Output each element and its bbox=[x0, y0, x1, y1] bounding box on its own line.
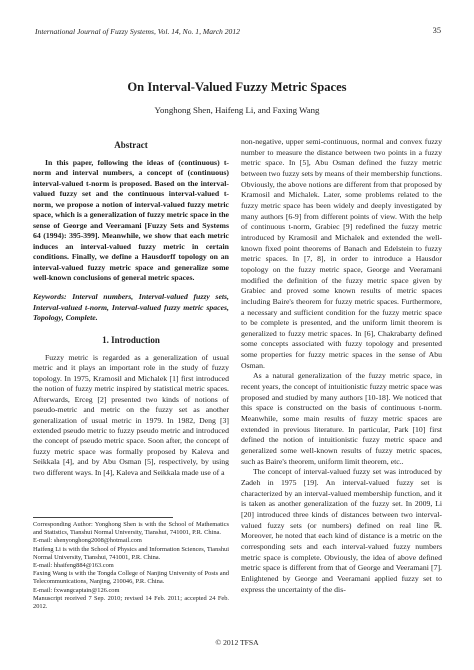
intro-paragraph-2: non-negative, upper semi-continuous, normal and convex fuzzy number to measure the distance between two points in a fuzzy metric space. In [5], Abu Osman defined the fuzzy metric between two fuzzy sets by means of their membership functions. Obviously, the above notions are different from that proposed by Kramosil and Michalek. Later, some problems related to the fuzzy metric space has been widely and deeply investigated by many authors [6-9] from different points of view. With the help of continuous t-norm, Grabiec [9] redefined the fuzzy metric introduced by Kramosil and Michalek and extended the well-known fixed point theorems of Banach and Edelstein to fuzzy metric spaces. In [7, 8], in order to introduce a Hausdor topology on the fuzzy metric space, George and Veeramani modified the definition of the fuzzy metric space given by Grabiec and proved some known results of metric spaces including Baire's theorem for fuzzy metric spaces. Furthermore, a necessary and sufficient condition for the fuzzy metric space to be complete is presented, and the uniform limit theorem is generalized to fuzzy metric spaces. In [6], Chakrabarty defined some concepts associated with fuzzy topology and presented some properties for fuzzy metric spaces in the sense of Abu Osman. bbox=[241, 137, 443, 370]
keywords: Keywords: Interval numbers, Interval-valued fuzzy sets, Interval-valued t-norm, Interval-valued fuzzy metric spaces, Topology, Complete. bbox=[33, 292, 229, 323]
intro-paragraph-1: Fuzzy metric is regarded as a generalization of usual metric and it plays an important role in the study of fuzzy topology. In 1975, Kramosil and Michalek [1] first introduced the notion of fuzzy metric inspired by statistical metric spaces. Afterwards, Erceg [2] presented two kinds of notions of pseudo-metric and metric on the fuzzy set as another generalization of usual metric in 1979. In 1982, Deng [3] extended pseudo metric to fuzzy pseudo metric and introduced the concept of pseudo metric space. Soon after, the concept of fuzzy metric space was formally proposed by Kaleva and Seikkala [4], and by Abu Osman [5], respectively, by using two different ways. In [4], Kaleva and Seikkala made use of a bbox=[33, 352, 229, 477]
copyright-notice: © 2012 TFSA bbox=[215, 638, 259, 647]
intro-paragraph-4: The concept of interval-valued fuzzy set was introduced by Zadeh in 1975 [19]. An interval-valued fuzzy set is characterized by an interval-valued membership function, and it is taken as another generalization of the fuzzy set. In 2009, Li [20] introduced three kinds of distances between two interval-valued fuzzy sets (or numbers) defined on real line ℝ. Moreover, he noted that each kind of distance is a metric on the corresponding sets and each interval-valued fuzzy numbers metric space is complete. Obviously, the idea of above defined metric space is different from that of George and Veeramani [7]. Enlightened by George and Veeramani applied fuzzy set to express the uncertainty of the dis- bbox=[241, 467, 442, 594]
page-number: 35 bbox=[432, 26, 441, 35]
left-column bbox=[33, 140, 229, 478]
footnote-email-3: E-mail: fxwangcaptain@126.com bbox=[33, 586, 120, 594]
footnote-divider bbox=[33, 517, 173, 518]
abstract-text: In this paper, following the ideas of (continuous) t-norm and interval numbers, a concept of (continuous) interval-valued t-norm is proposed. Based on the interval-valued fuzzy set and the continuous interval-valued t-norm, we propose a notion of interval-valued fuzzy metric space, which is a generalization of fuzzy metric space in the sense of George and Veeramani [Fuzzy Sets and Systems 64 (1994): 395-399]. Meanwhile, we show that each metric induces an interval-valued fuzzy metric in certain conditions. Finally, we define a Hausdorff topology on an interval-valued fuzzy metric space and generalize some well-known conclusions of general metric spaces. bbox=[33, 158, 229, 282]
footnote-corresponding-author: Corresponding Author: Yonghong Shen is with the School of Mathematics and Statistics, Tianshui Normal University, Tianshui, 741001, P.R. China. bbox=[33, 521, 229, 537]
section-heading-introduction: 1. Introduction bbox=[102, 334, 160, 345]
footnote-author-3: Faxing Wang is with the Tongda College of Nanjing University of Posts and Telecommunications, Nanjing, 210046, P.R. China. bbox=[33, 570, 229, 586]
footnotes bbox=[33, 521, 229, 611]
footnote-email-2: E-mail: hhaifeng884@163.com bbox=[33, 562, 114, 570]
footnote-email-1: E-mail: shenyonghong2008@hotmail.com bbox=[33, 537, 142, 545]
intro-paragraph-3: As a natural generalization of the fuzzy metric space, in recent years, the concept of intuitionistic fuzzy metric space was proposed and studied by many authors [10-18]. We noticed that this space is constructed on the basis of continuous t-norm. Meanwhile, some main results of fuzzy metric spaces are extended in previous literature. In particular, Park [10] first defined the notion of intuitionistic fuzzy metric space and generalized some well-known results of fuzzy metric spaces, such as Baire's theorem, uniform limit theorem, etc.. bbox=[241, 371, 442, 466]
abstract-heading: Abstract bbox=[114, 140, 148, 150]
footnote-manuscript-dates: Manuscript received 7 Sep. 2010; revised 14 Feb. 2011; accepted 24 Feb. 2012. bbox=[33, 594, 229, 611]
author-list: Yonghong Shen, Haifeng Li, and Faxing Wang bbox=[154, 105, 320, 115]
right-column bbox=[241, 137, 442, 595]
running-header: International Journal of Fuzzy Systems, Vol. 14, No. 1, March 2012 bbox=[35, 27, 240, 36]
footnote-author-2: Haifeng Li is with the School of Physics and Information Sciences, Tianshui Normal University, Tianshui, 741001, P.R. China. bbox=[33, 545, 229, 561]
paper-title: On Interval-Valued Fuzzy Metric Spaces bbox=[127, 80, 347, 94]
